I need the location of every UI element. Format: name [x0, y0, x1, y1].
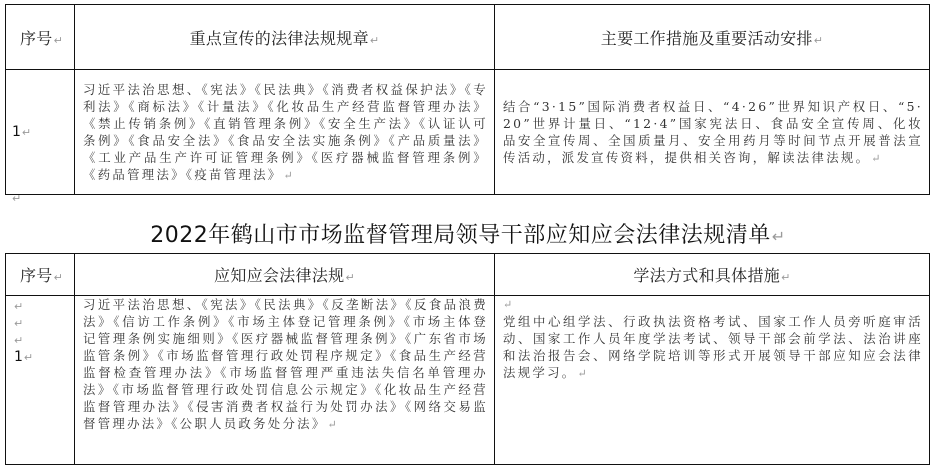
row-measures: 结合“3·15”国际消费者权益日、“4·26”世界知识产权日、“5·20”世界计量日、“12·4”国家宪法日、食品安全宣传周、化妆品安全宣传周、全国质量月、安全用药月等时间节点开展普法宣传活动，派发宣传资料，提供相关咨询，解读法律法规。↵: [495, 70, 930, 195]
document-title: 2022年鹤山市市场监督管理局领导干部应知应会法律法规清单↵: [150, 223, 786, 248]
paragraph-mark-icon: ↵: [503, 298, 515, 311]
paragraph-mark-icon: ↵: [345, 271, 355, 284]
paragraph-mark-icon: ↵: [283, 168, 295, 182]
table-header-row: [6, 254, 930, 296]
table-row: [6, 70, 930, 195]
paragraph-mark-icon: ↵: [23, 351, 34, 364]
header-seq: 序号↵: [6, 5, 75, 70]
row-laws: 习近平法治思想、《宪法》《民法典》《反垄断法》《反食品浪费法》《信访工作条例》《市场主体登记管理条例》《市场主体登记管理条例实施细则》《医疗器械监督管理条例》《广东省市场监管条例》《市场监督管理行政处罚程序规定》《食品生产经营监督检查管理办法》《市场监督管理严重违法失信名单管理办法》《市场监督管理行政处罚信息公示规定》《化妆品生产经营监督管理办法》《侵害消费者权益行为处罚办法》《网络交易监督管理办法》《公职人员政务处分法》↵: [75, 296, 495, 465]
row-measures: ↵ 党组中心组学法、行政执法资格考试、国家工作人员旁听庭审活动、国家工作人员年度学法考试、领导干部会前学法、法治讲座和法治报告会、网络学院培训等形式开展领导干部应知应会法律法规学习。↵: [495, 296, 930, 465]
row-seq: 1↵: [6, 70, 75, 195]
paragraph-mark-icon: ↵: [14, 334, 24, 347]
paragraph-mark-icon: ↵: [21, 126, 32, 139]
header-measures: 学法方式和具体措施↵: [495, 254, 930, 296]
paragraph-mark-icon: ↵: [14, 300, 24, 313]
paragraph-mark-icon: ↵: [577, 367, 589, 380]
paragraph-mark-icon: ↵: [327, 418, 340, 431]
row-laws: 习近平法治思想、《宪法》《民法典》《消费者权益保护法》《专利法》《商标法》《计量法》《化妆品生产经营监督管理办法》《禁止传销条例》《直销管理条例》《安全生产法》《认证认可条例》《食品安全法》《食品安全法实施条例》《产品质量法》《工业产品生产许可证管理条例》《医疗器械监督管理条例》《药品管理法》《疫苗管理法》↵: [75, 70, 495, 195]
table-header-row: [6, 5, 930, 70]
paragraph-mark-icon: ↵: [781, 271, 791, 284]
paragraph-mark-icon: ↵: [369, 33, 380, 47]
row-seq: [6, 296, 75, 465]
paragraph-mark-icon: ↵: [53, 33, 64, 47]
paragraph-mark-icon: ↵: [871, 151, 883, 165]
header-laws: 应知应会法律法规↵: [75, 254, 495, 296]
paragraph-mark-icon: ↵: [53, 271, 64, 284]
paragraph-mark-icon: ↵: [771, 227, 786, 246]
header-measures: 主要工作措施及重要活动安排↵: [495, 5, 930, 70]
header-laws: 重点宣传的法律法规规章↵: [75, 5, 495, 70]
table-row: [6, 296, 930, 465]
publicity-laws-table: [5, 4, 930, 195]
paragraph-mark-icon: ↵: [14, 317, 24, 330]
paragraph-mark-icon: ↵: [813, 33, 824, 47]
required-laws-table: [5, 253, 930, 465]
paragraph-mark-icon: ↵: [12, 192, 22, 205]
row-seq-number: 1↵: [14, 349, 34, 365]
header-seq: 序号↵: [6, 254, 75, 296]
